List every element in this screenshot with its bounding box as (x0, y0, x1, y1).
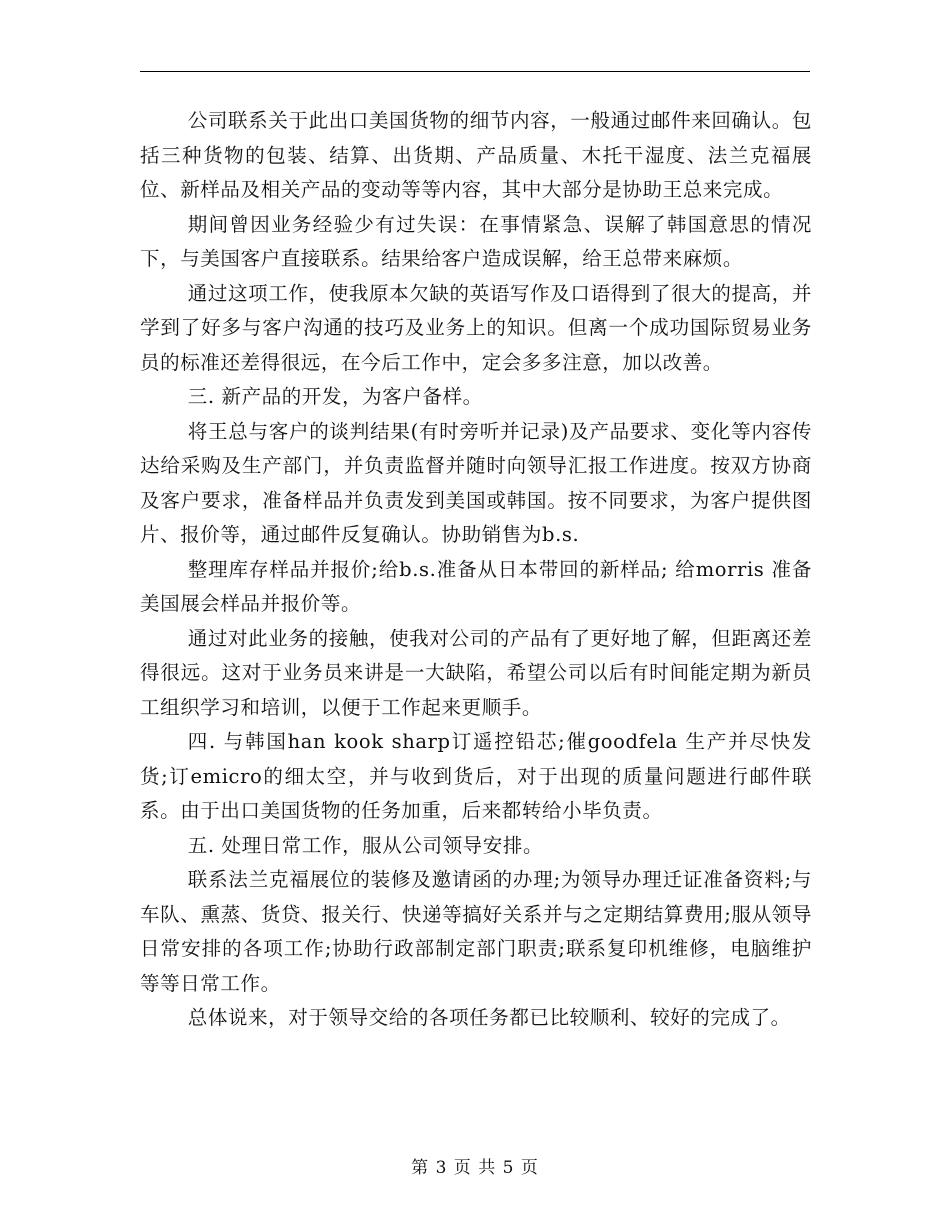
paragraph-7: 联系法兰克福展位的装修及邀请函的办理;为领导办理迁证准备资料;与车队、熏蒸、货贷、报关行、快递等搞好关系并与之定期结算费用;服从领导日常安排的各项工作;协助行政部制定部门职责;联系复印机维修，电脑维护等等日常工作。 (140, 868, 812, 995)
document-body (140, 104, 812, 1036)
page-number: 第 3 页 共 5 页 (411, 1158, 539, 1178)
section-paragraph-4: 四. 与韩国han kook sharp订遥控铅芯;催goodfela 生产并尽快发货;订emicro的细太空，并与收到货后，对于出现的质量问题进行邮件联系。由于出口美国货物的任务加重，后来都转给小毕负责。 (140, 730, 812, 822)
paragraph-2: 期间曾因业务经验少有过失误：在事情紧急、误解了韩国意思的情况下，与美国客户直接联系。结果给客户造成误解，给王总带来麻烦。 (140, 212, 812, 270)
paragraph-4: 将王总与客户的谈判结果(有时旁听并记录)及产品要求、变化等内容传达给采购及生产部门，并负责监督并随时向领导汇报工作进度。按双方协商及客户要求，准备样品并负责发到美国或韩国。按不同要求，为客户提供图片、报价等，通过邮件反复确认。协助销售为b.s. (140, 419, 812, 546)
paragraph-6: 通过对此业务的接触，使我对公司的产品有了更好地了解，但距离还差得很远。这对于业务员来讲是一大缺陷，希望公司以后有时间能定期为新员工组织学习和培训，以便于工作起来更顺手。 (140, 626, 812, 719)
header-rule (140, 71, 810, 72)
section-heading-3: 三. 新产品的开发，为客户备样。 (187, 385, 483, 408)
paragraph-5: 整理库存样品并报价;给b.s.准备从日本带回的新样品; 给morris 准备美国展会样品并报价等。 (140, 557, 812, 615)
section-heading-5: 五. 处理日常工作，服从公司领导安排。 (187, 833, 544, 857)
paragraph-1: 公司联系关于此出口美国货物的细节内容，一般通过邮件来回确认。包括三种货物的包装、结算、出货期、产品质量、木托干湿度、法兰克福展位、新样品及相关产品的变动等等内容，其中大部分是协助王总来完成。 (140, 109, 812, 201)
paragraph-3: 通过这项工作，使我原本欠缺的英语写作及口语得到了很大的提高，并学到了好多与客户沟通的技巧及业务上的知识。但离一个成功国际贸易业务员的标准还差得很远，在今后工作中，定会多多注意，加以改善。 (140, 281, 812, 374)
paragraph-8: 总体说来，对于领导交给的各项任务都已比较顺利、较好的完成了。 (187, 1006, 791, 1029)
